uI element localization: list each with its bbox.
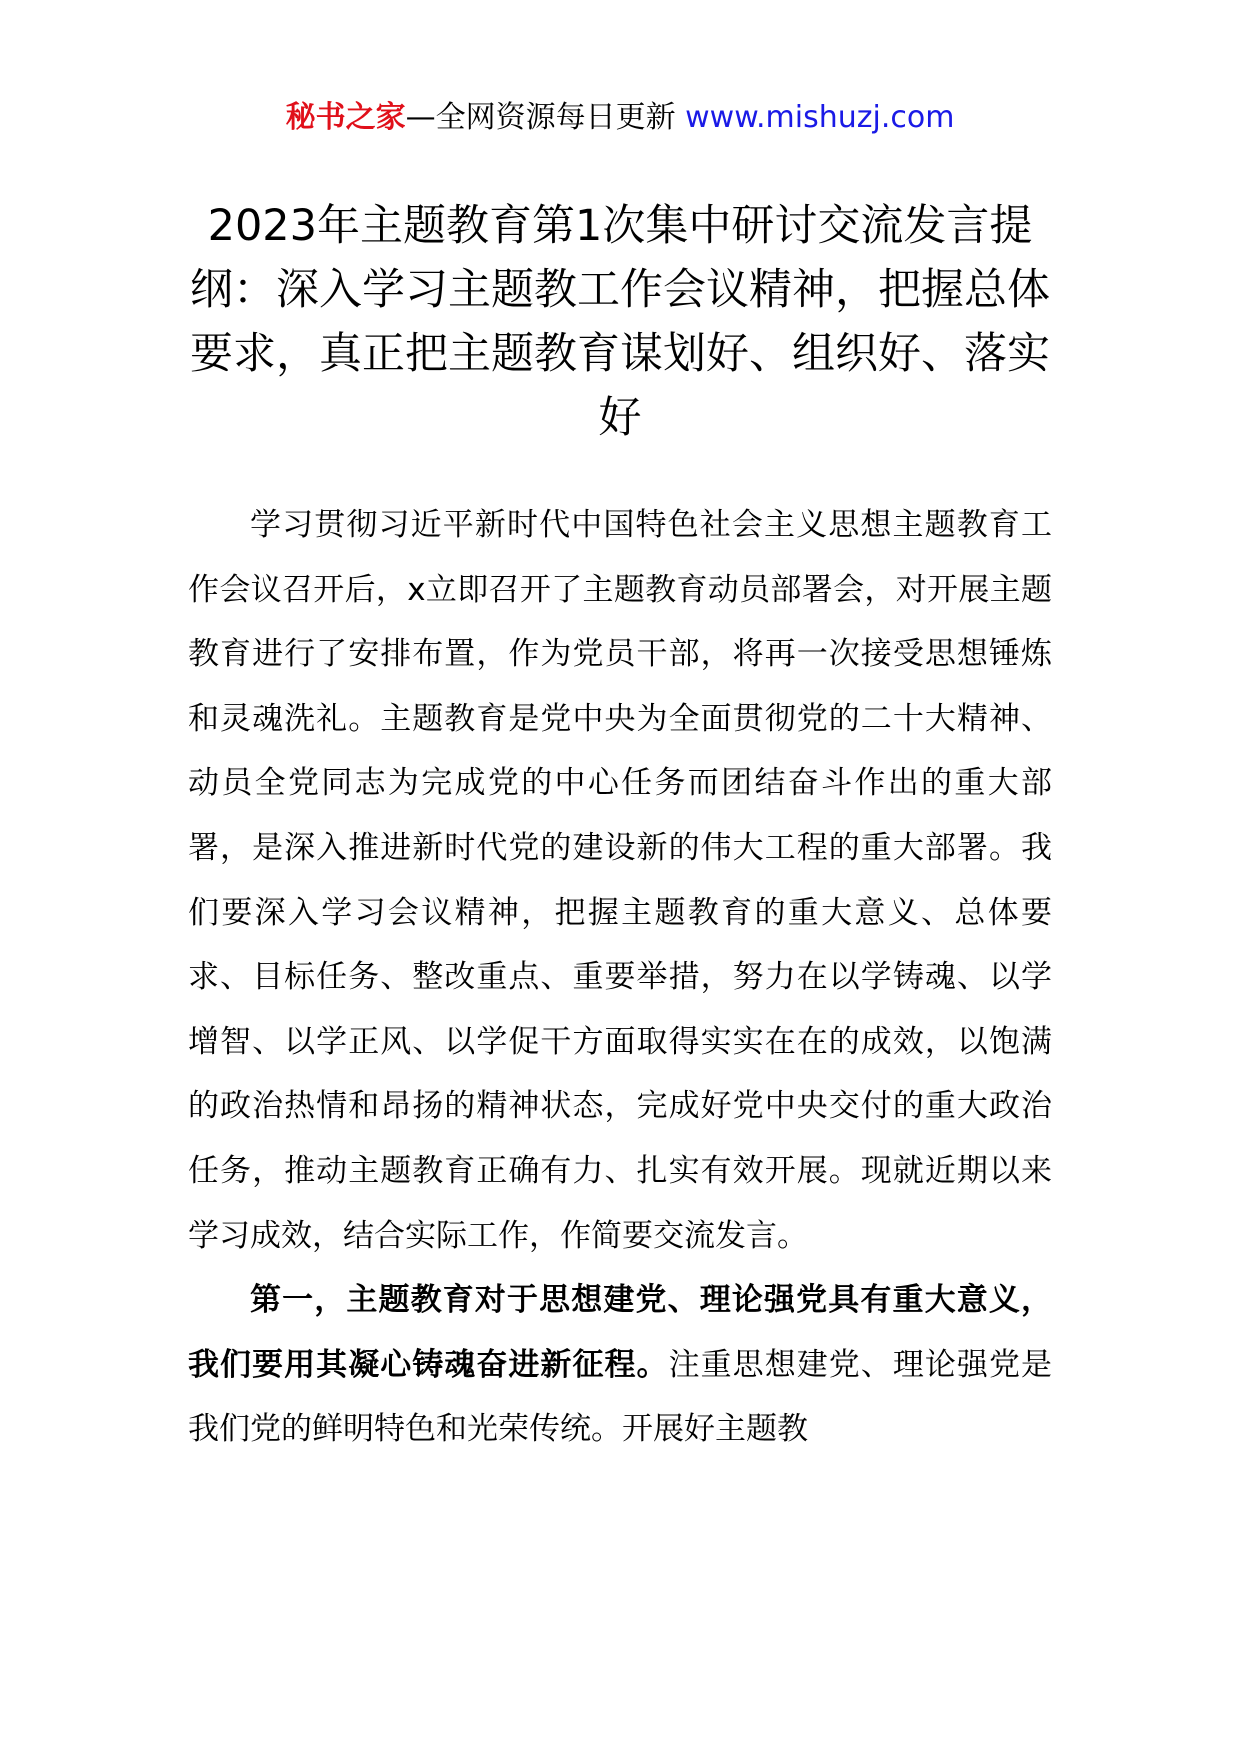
header-tagline: —全网资源每日更新 <box>405 100 686 135</box>
document-body <box>188 493 1052 1462</box>
paragraph-first-point-text: 注重思想建党、理论强党是我们党的鲜明特色和光荣传统。开展好主题教 <box>188 1346 1053 1448</box>
paragraph-first-point <box>188 1268 1052 1462</box>
brand-name: 秘书之家 <box>285 100 406 135</box>
site-header <box>0 98 1240 138</box>
site-url-link[interactable]: www.mishuzj.com <box>685 100 955 135</box>
paragraph-first-point-heading: 第一，主题教育对于思想建党、理论强党具有重大意义，我们要用其凝心铸魂奋进新征程。 <box>188 1282 1052 1383</box>
document-title: 2023年主题教育第1次集中研讨交流发言提纲：深入学习主题教工作会议精神，把握总体要求，真正把主题教育谋划好、组织好、落实好 <box>190 201 1050 443</box>
paragraph-intro: 学习贯彻习近平新时代中国特色社会主义思想主题教育工作会议召开后，x立即召开了主题教育动员部署会，对开展主题教育进行了安排布置，作为党员干部，将再一次接受思想锤炼和灵魂洗礼。主题教育是党中央为全面贯彻党的二十大精神、动员全党同志为完成党的中心任务而团结奋斗作出的重大部署，是深入推进新时代党的建设新的伟大工程的重大部署。我们要深入学习会议精神，把握主题教育的重大意义、总体要求、目标任务、整改重点、重要举措，努力在以学铸魂、以学增智、以学正风、以学促干方面取得实实在在的成效，以饱满的政治热情和昂扬的精神状态，完成好党中央交付的重大政治任务，推动主题教育正确有力、扎实有效开展。现就近期以来学习成效，结合实际工作，作简要交流发言。 <box>188 507 1052 1254</box>
